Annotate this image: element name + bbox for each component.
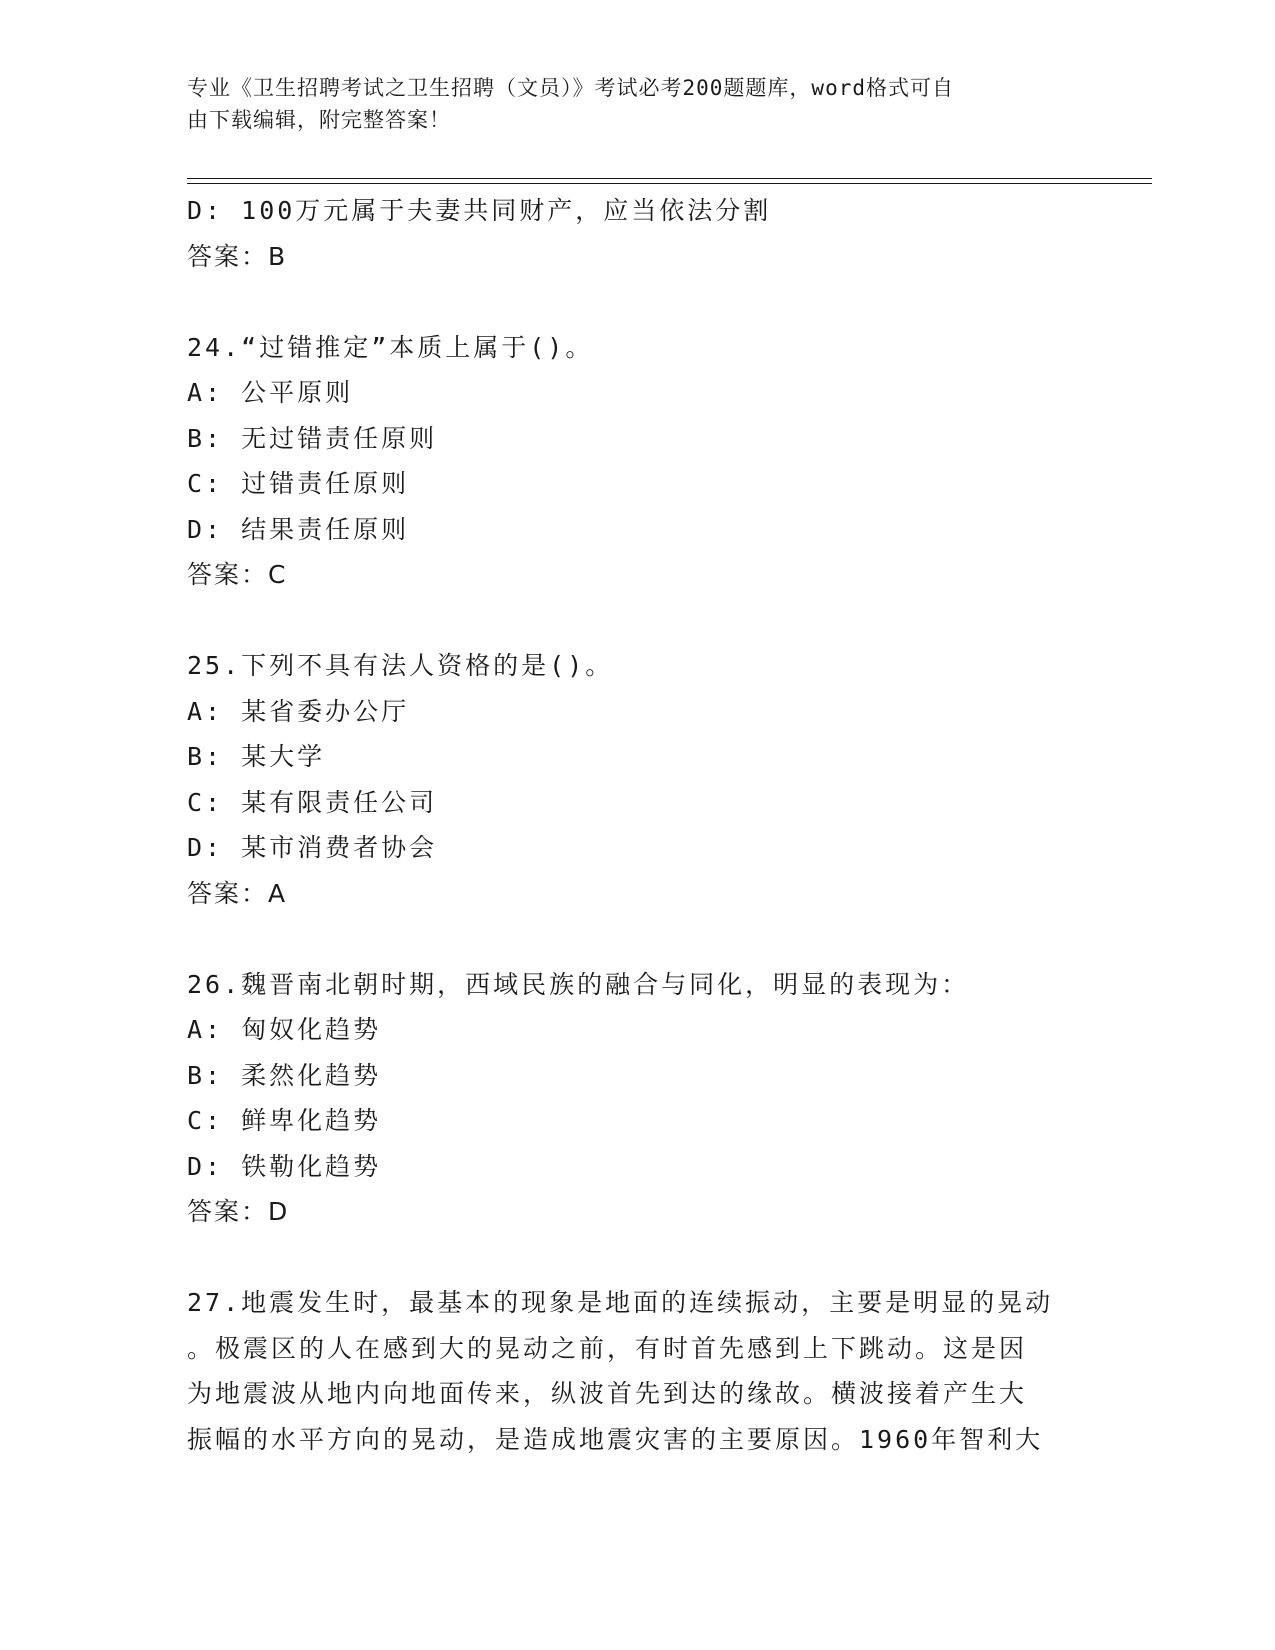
option-c: C: 过错责任原则	[187, 469, 410, 498]
header-divider-bottom	[187, 183, 1152, 184]
question-24	[187, 325, 1087, 598]
question-25	[187, 643, 1087, 916]
option-d: D: 铁勒化趋势	[187, 1151, 382, 1181]
header-line-1: 专业《卫生招聘考试之卫生招聘（文员）》考试必考200题题库，word格式可自	[187, 76, 954, 100]
option-b: B: 无过错责任原则	[187, 423, 438, 453]
question-stem-line-4: 振幅的水平方向的晃动，是造成地震灾害的主要原因。1960年智利大	[187, 1424, 1044, 1454]
question-stem: 24.“过错推定”本质上属于()。	[187, 332, 594, 362]
option-c: C: 鲜卑化趋势	[187, 1106, 382, 1135]
question-27	[187, 1280, 1087, 1462]
answer: 答案：D	[187, 1197, 290, 1226]
question-list	[187, 188, 1087, 1462]
question-stem: 26.魏晋南北朝时期，西域民族的融合与同化，明显的表现为：	[187, 969, 970, 999]
question-26	[187, 962, 1087, 1235]
option-d: D: 某市消费者协会	[187, 833, 438, 862]
answer: 答案：A	[187, 878, 288, 908]
option-c: C: 某有限责任公司	[187, 787, 438, 817]
question-stem: 25.下列不具有法人资格的是()。	[187, 651, 614, 680]
question-stem-line-3: 为地震波从地内向地面传来，纵波首先到达的缘故。横波接着产生大	[187, 1379, 1028, 1408]
prev-answer: 答案：B	[187, 241, 288, 271]
answer: 答案：C	[187, 560, 288, 589]
option-a: A: 公平原则	[187, 378, 354, 407]
prev-option-d: D: 100万元属于夫妻共同财产，应当依法分割	[187, 196, 772, 225]
option-b: B: 某大学	[187, 742, 326, 771]
header-line-2: 由下载编辑，附完整答案！	[187, 108, 451, 132]
document-header	[187, 72, 1057, 136]
question-stem-line-2: 。极震区的人在感到大的晃动之前，有时首先感到上下跳动。这是因	[187, 1333, 1028, 1363]
question-stem-line-1: 27.地震发生时，最基本的现象是地面的连续振动，主要是明显的晃动	[187, 1288, 1054, 1317]
option-a: A: 某省委办公厅	[187, 696, 410, 726]
option-d: D: 结果责任原则	[187, 514, 410, 544]
option-b: B: 柔然化趋势	[187, 1060, 382, 1090]
option-a: A: 匈奴化趋势	[187, 1015, 382, 1044]
header-divider-top	[187, 178, 1152, 179]
